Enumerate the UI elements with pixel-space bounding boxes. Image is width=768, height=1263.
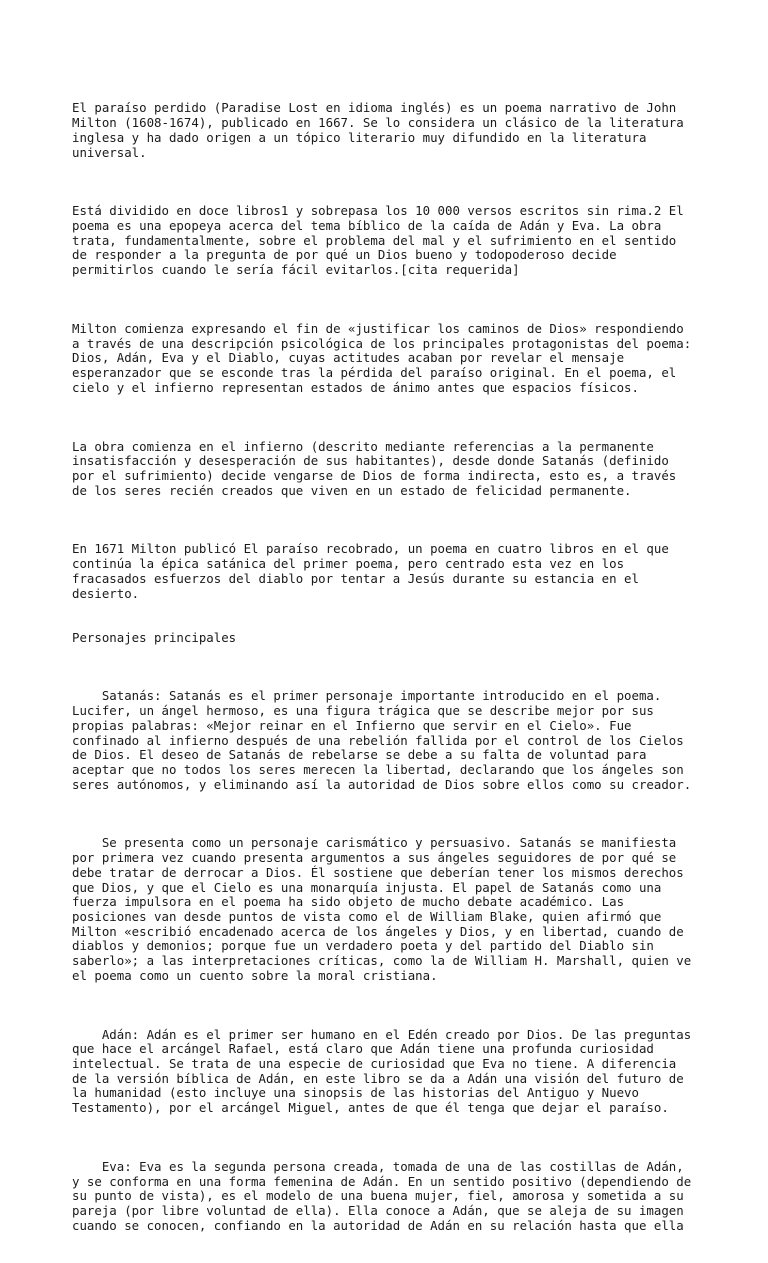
- character-satan-persona: Se presenta como un personaje carismático y persuasivo. Satanás se manifiesta por primera vez cuando presenta argumentos a sus ángeles seguidores de por qué se debe tratar de derrocar a Dios. Él sostiene que deberían tener los mismos derechos que Dios, y que el Cielo es una monarquía injusta. El papel de Satanás como una fuerza impulsora en el poema ha sido objeto de mucho debate académico. Las posiciones van desde puntos de vista como el de William Blake, quien afirmó que Milton «escribió encadenado acerca de los ángeles y Dios, y en libertad, cuando de diablos y demonios; porque fue un verdadero poeta y del partido del Diablo sin saberlo»; a las interpretaciones críticas, como la de William H. Marshall, quien ve el poema como un cuento sobre la moral cristiana.: [72, 835, 692, 983]
- paragraph-milton-purpose: Milton comienza expresando el fin de «justificar los caminos de Dios» respondiendo a través de una descripción psicológica de los principales protagonistas del poema: Dios, Adán, Eva y el Diablo, cuyas actitudes acaban por revelar el mensaje esperanzador que se esconde tras la pérdida del paraíso original. En el poema, el cielo y el infierno representan estados de ánimo antes que espacios físicos.: [72, 320, 692, 395]
- character-adam: Adán: Adán es el primer ser humano en el Edén creado por Dios. De las preguntas que hace el arcángel Rafael, está claro que Adán tiene una profunda curiosidad intelectual. Se trata de una especie de curiosidad que Eva no tiene. A diferencia de la versión bíblica de Adán, en este libro se da a Adán una visión del futuro de la humanidad (esto incluye una sinopsis de las historias del Antiguo y Nuevo Testamento), por el arcángel Miguel, antes de que él tenga que dejar el paraíso.: [72, 1026, 692, 1116]
- character-satan: Satanás: Satanás es el primer personaje importante introducido en el poema. Lucifer, un ángel hermoso, es una figura trágica que se describe mejor por sus propias palabras: «Mejor reinar en el Infierno que servir en el Cielo». Fue confinado al infierno después de una rebelión fallida por el control de los Cielos de Dios. El deseo de Satanás de rebelarse se debe a su falta de voluntad para aceptar que no todos los seres merecen la libertad, declarando que los ángeles son seres autónomos, y eliminando así la autoridad de Dios sobre ellos como su creador.: [72, 688, 692, 792]
- paragraph-hell: La obra comienza en el infierno (descrito mediante referencias a la permanente insatisfacción y desesperación de sus habitantes), desde donde Satanás (definido por el sufrimiento) decide vengarse de Dios de forma indirecta, esto es, a través de los seres recién creados que viven en un estado de felicidad permanente.: [72, 438, 677, 498]
- paragraph-paradise-regained: En 1671 Milton publicó El paraíso recobrado, un poema en cuatro libros en el que continúa la épica satánica del primer poema, pero centrado esta vez en los fracasados esfuerzos del diablo por tentar a Jesús durante su estancia en el desierto.: [72, 541, 669, 601]
- section-heading-characters: Personajes principales: [72, 629, 237, 645]
- paragraph-intro: El paraíso perdido (Paradise Lost en idioma inglés) es un poema narrativo de John Milton (1608-1674), publicado en 1667. Se lo considera un clásico de la literatura inglesa y ha dado origen a un tópico literario muy difundido en la literatura universal.: [72, 100, 684, 160]
- document-page: [72, 72, 702, 1263]
- character-eve: Eva: Eva es la segunda persona creada, tomada de una de las costillas de Adán, y se conforma en una forma femenina de Adán. En un sentido positivo (dependiendo de su punto de vista), es el modelo de una buena mujer, fiel, amorosa y sometida a su pareja (por libre voluntad de ella). Ella conoce a Adán, que se aleja de su imagen cuando se conocen, confiando en la autoridad de Adán en su relación hasta que ella: [72, 1158, 692, 1233]
- paragraph-structure: Está dividido en doce libros1 y sobrepasa los 10 000 versos escritos sin rima.2 El poema es una epopeya acerca del tema bíblico de la caída de Adán y Eva. La obra trata, fundamentalmente, sobre el problema del mal y el sufrimiento en el sentido de responder a la pregunta de por qué un Dios bueno y todopoderoso decide permitirlos cuando le sería fácil evitarlos.[cita requerida]: [72, 203, 684, 278]
